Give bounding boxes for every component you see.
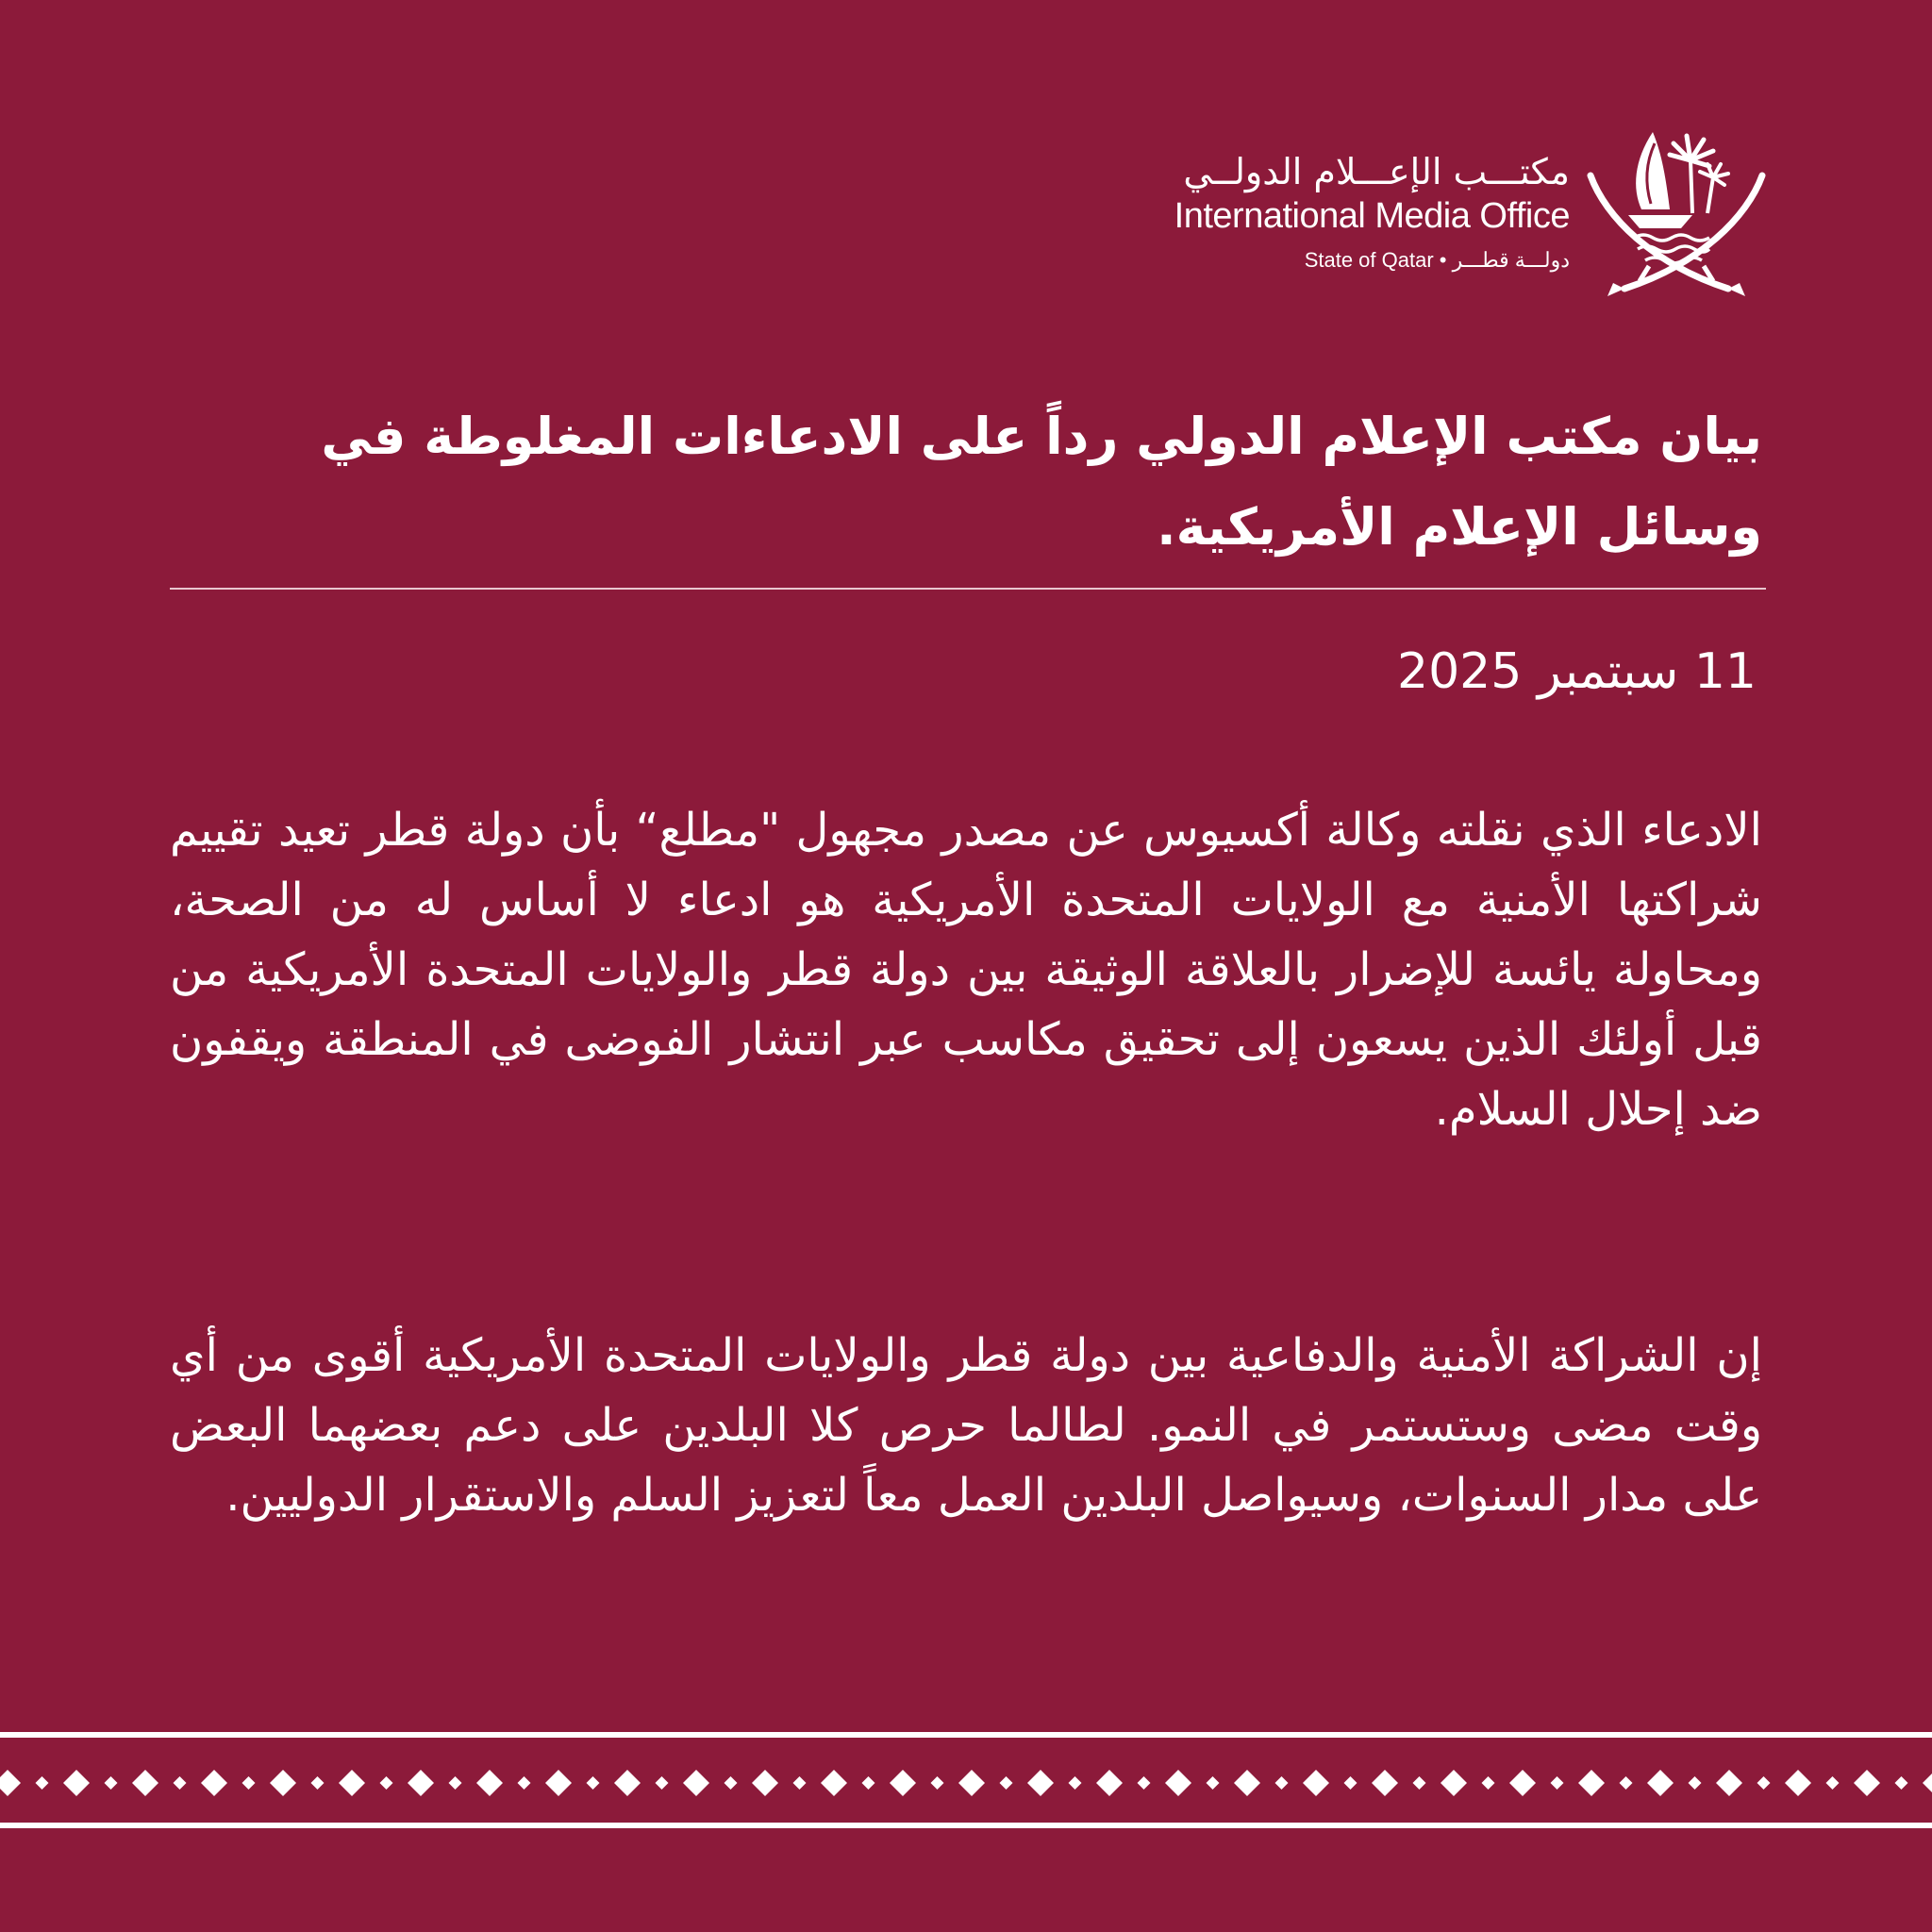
diamond-small [1138,1776,1151,1790]
diamond-small [242,1776,256,1790]
diamond-small [518,1776,531,1790]
diamond-small [36,1776,49,1790]
statement-paragraph-2: إن الشراكة الأمنية والدفاعية بين دولة قطر والولايات المتحدة الأمريكية أقوى من أي وقت مضى وستستمر في النمو. لطالما حرص كلا البلدين على دعم بعضهما البعض على مدار السنوات، وسيواصل البلدين العمل معاً لتعزيز السلم والاستقرار الدوليين. [170,1329,1762,1522]
diamond-small [587,1776,600,1790]
office-name-arabic: مكتـــب الإعـــلام الدولــي [1183,151,1570,193]
diamond-large [1234,1770,1260,1796]
diamond-small [311,1776,325,1790]
diamond-large [1785,1770,1811,1796]
diamond-large [683,1770,709,1796]
office-name-english: International Media Office [1174,195,1570,236]
diamond-small [656,1776,669,1790]
diamond-large [1578,1770,1605,1796]
diamond-small [1689,1776,1702,1790]
diamond-small [105,1776,118,1790]
diamond-large [1716,1770,1742,1796]
diamond-small [1069,1776,1082,1790]
diamond-large [270,1770,296,1796]
diamond-small [1826,1776,1840,1790]
diamond-large [1647,1770,1674,1796]
footer-band-top [0,1732,1932,1738]
diamond-small [380,1776,393,1790]
diamond-large [1303,1770,1329,1796]
diamond-large [1509,1770,1536,1796]
diamond-large [408,1770,434,1796]
diamond-small [1000,1776,1013,1790]
diamond-small [1482,1776,1495,1790]
statement-date: 11 سبتمبر 2025 [1397,643,1757,700]
diamond-large [1923,1770,1932,1796]
qatar-state-emblem-icon [1587,123,1766,302]
diamond-small [1275,1776,1289,1790]
state-of-qatar-tagline: State of Qatar • دولـــة قطـــر [1304,248,1570,273]
diamond-small [449,1776,462,1790]
diamond-small [1344,1776,1357,1790]
diamond-large [752,1770,778,1796]
diamond-large [339,1770,365,1796]
diamond-large [1372,1770,1398,1796]
diamond-large [890,1770,916,1796]
brand-wordmark [1174,151,1570,273]
statement-title: بيان مكتب الإعلام الدولي رداً على الادعاءات المغلوطة في وسائل الإعلام الأمريكية. [321,407,1762,557]
diamond-small [1895,1776,1908,1790]
diamond-large [0,1770,21,1796]
diamond-small [1207,1776,1220,1790]
diamond-large [132,1770,158,1796]
diamond-small [862,1776,875,1790]
diamond-small [793,1776,807,1790]
diamond-small [1620,1776,1633,1790]
diamond-small [1413,1776,1426,1790]
diamond-large [1165,1770,1191,1796]
diamond-small [724,1776,738,1790]
title-divider [170,588,1766,590]
diamond-large [1441,1770,1467,1796]
footer-band-bottom [0,1823,1932,1828]
diamond-small [931,1776,944,1790]
diamond-large [476,1770,503,1796]
diamond-large [63,1770,90,1796]
brand-header [1174,123,1766,302]
diamond-small [1757,1776,1771,1790]
statement-paragraph-1: الادعاء الذي نقلته وكالة أكسيوس عن مصدر مجهول "مطلع“ بأن دولة قطر تعيد تقييم شراكتها الأمنية مع الولايات المتحدة الأمريكية هو ادعاء لا أساس له من الصحة، ومحاولة يائسة للإضرار بالعلاقة الوثيقة بين دولة قطر والولايات المتحدة الأمريكية من قبل أولئك الذين يسعون إلى تحقيق مكاسب عبر انتشار الفوضى في المنطقة ويقفون ضد إحلال السلام. [170,804,1762,1136]
diamond-large [1854,1770,1880,1796]
diamond-large [1027,1770,1054,1796]
diamond-large [545,1770,572,1796]
diamond-small [174,1776,187,1790]
diamond-border-pattern [0,1764,1932,1802]
diamond-small [1551,1776,1564,1790]
diamond-large [614,1770,641,1796]
diamond-large [201,1770,227,1796]
diamond-large [821,1770,847,1796]
diamond-large [1096,1770,1123,1796]
diamond-large [958,1770,985,1796]
